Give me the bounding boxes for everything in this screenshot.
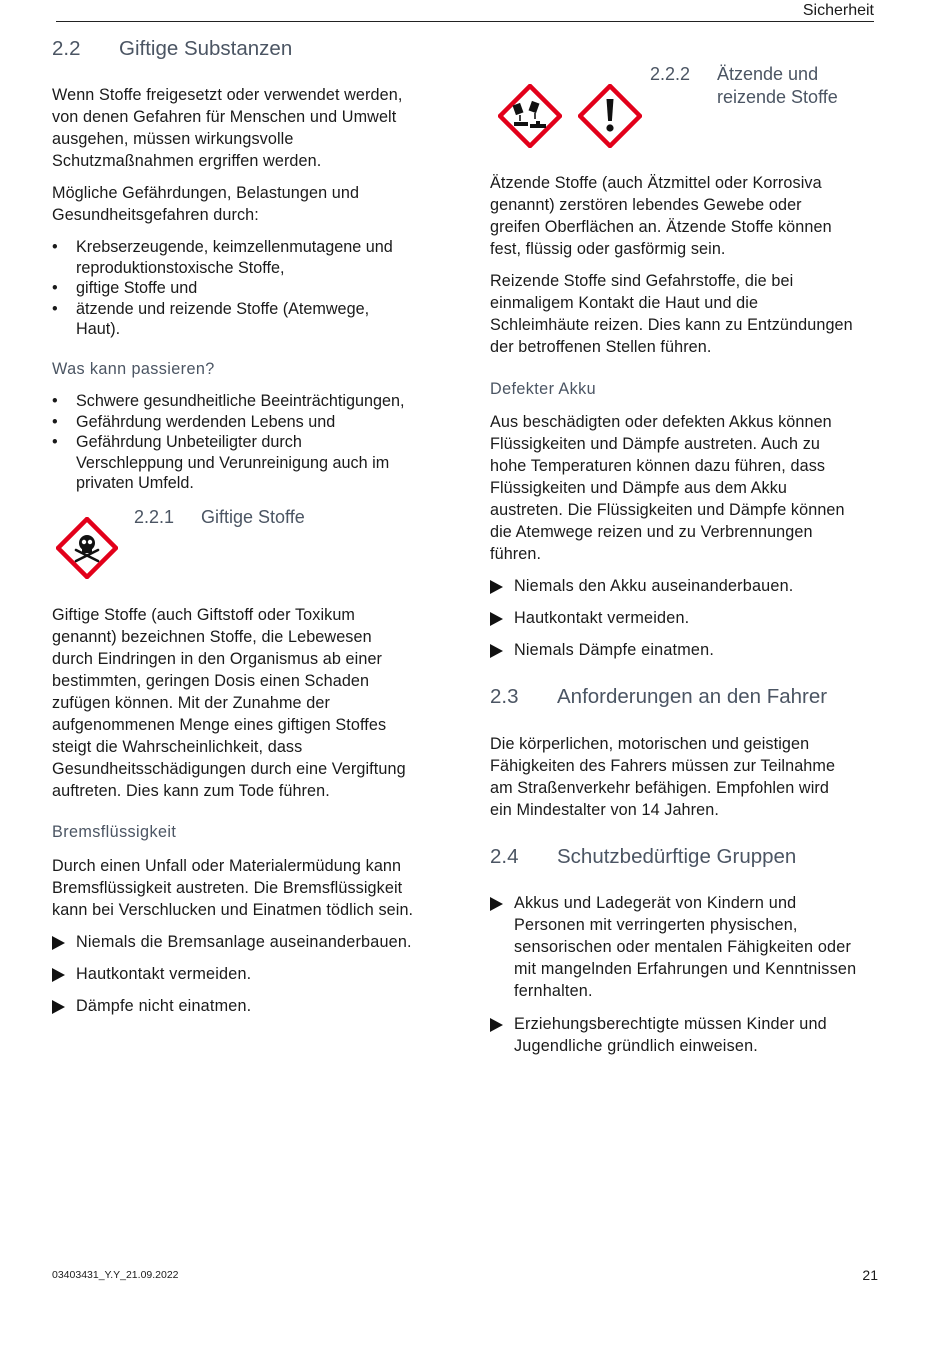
- text-line: greifen Oberflächen an. Ätzende Stoffe können: [490, 218, 832, 236]
- corrosive-paragraph: [490, 172, 832, 260]
- section-number: 2.2.2: [650, 64, 691, 84]
- section-title: Giftige Stoffe: [201, 507, 305, 527]
- list-item: • giftige Stoffe und: [52, 278, 393, 299]
- section-2-4-heading: [490, 845, 796, 869]
- text-line: am Straßenverkehr befähigen. Empfohlen wird: [490, 779, 830, 797]
- list-item: • Schwere gesundheitliche Beeinträchtigungen,: [52, 391, 404, 412]
- section-number: 2.4: [490, 845, 519, 868]
- text-line: Ätzende Stoffe (auch Ätzmittel oder Korrosiva: [490, 174, 822, 192]
- list-item: • Krebserzeugende, keimzellenmutagene und reproduktionstoxische Stoffe,: [52, 237, 393, 278]
- section-2-3-heading: [490, 685, 827, 709]
- action-item: Akkus und Ladegerät von Kindern und Personen mit verringerten physischen, sensorischen oder mentalen Fähigkeiten oder mit mangelnden Erfahrungen und Kenntnissen fernhalten.: [490, 892, 856, 1002]
- driver-requirements-paragraph: [490, 733, 835, 821]
- text-line: durch Eindringen in den Organismus ab einer: [52, 650, 383, 668]
- text-line: auftreten. Dies kann zum Tode führen.: [52, 782, 330, 800]
- corrosion-icon: [498, 84, 562, 148]
- text-line: Schleimhäute reizen. Dies kann zu Entzündungen: [490, 316, 853, 334]
- text-line: Wenn Stoffe freigesetzt oder verwendet werden,: [52, 86, 403, 104]
- text-line: Durch einen Unfall oder Materialermüdung kann: [52, 857, 402, 875]
- arrow-right-icon: [52, 968, 65, 982]
- skull-crossbones-icon: [56, 517, 118, 579]
- text-line: Mögliche Gefährdungen, Belastungen und: [52, 184, 360, 202]
- text-line: Reizende Stoffe sind Gefahrstoffe, die bei: [490, 272, 794, 290]
- arrow-right-icon: [52, 936, 65, 950]
- text-line: steigt die Wahrscheinlichkeit, dass: [52, 738, 303, 756]
- text-line: ein Mindestalter von 14 Jahren.: [490, 801, 719, 819]
- list-item: • ätzende und reizende Stoffe (Atemwege, Haut).: [52, 299, 393, 340]
- text-line: zufügen können. Mit der Zunahme der: [52, 694, 330, 712]
- text-line: Flüssigkeiten und Dämpfe aus dem Akku: [490, 479, 788, 497]
- text-line: die Atemwege reizen und zu Verbrennungen: [490, 523, 813, 541]
- irritant-paragraph: [490, 270, 853, 358]
- text-line: fest, flüssig oder gasförmig sein.: [490, 240, 726, 258]
- toxic-substances-paragraph: [52, 604, 406, 802]
- brake-fluid-paragraph: [52, 855, 413, 921]
- text-line: aufgenommenen Menge eines giftigen Stoffes: [52, 716, 387, 734]
- text-line: bestimmten, geringen Dosis einen Schaden: [52, 672, 370, 690]
- text-line: von denen Gefahren für Menschen und Umwelt: [52, 108, 397, 126]
- hazards-paragraph: [52, 182, 359, 226]
- text-line: austreten. Die Flüssigkeiten und Dämpfe können: [490, 501, 845, 519]
- section-number: 2.3: [490, 685, 519, 708]
- section-title: Schutzbedürftige Gruppen: [557, 845, 797, 868]
- text-line: hohe Temperaturen können dazu führen, dass: [490, 457, 826, 475]
- header-section-title: Sicherheit: [802, 2, 874, 19]
- text-line: Gesundheitsschädigungen durch eine Vergiftung: [52, 760, 406, 778]
- list-item: • Gefährdung Unbeteiligter durch Verschleppung und Verunreinigung auch im privaten Umfeld.: [52, 432, 404, 494]
- text-line: ausgehen, müssen wirkungsvolle: [52, 130, 294, 148]
- text-line: Flüssigkeiten und Dämpfe austreten. Auch zu: [490, 435, 821, 453]
- text-line: einmaligem Kontakt die Haut und die: [490, 294, 759, 312]
- section-2-2-heading: [52, 37, 292, 61]
- brake-fluid-heading: Bremsflüssigkeit: [52, 823, 177, 841]
- arrow-right-icon: [490, 644, 503, 658]
- list-item: • Gefährdung werdenden Lebens und: [52, 412, 404, 433]
- action-item: Erziehungsberechtigte müssen Kinder und Jugendliche gründlich einweisen.: [490, 1013, 827, 1057]
- action-item: Niemals den Akku auseinanderbauen.: [490, 575, 793, 597]
- text-line: führen.: [490, 545, 542, 563]
- intro-paragraph: [52, 84, 402, 172]
- document-code: 03403431_Y.Y_21.09.2022: [52, 1269, 179, 1281]
- text-line: der betroffenen Stellen führen.: [490, 338, 712, 356]
- arrow-right-icon: [490, 580, 503, 594]
- arrow-right-icon: [490, 612, 503, 626]
- text-line: kann bei Verschlucken und Einatmen tödlich sein.: [52, 901, 414, 919]
- section-number: 2.2: [52, 37, 81, 60]
- section-title: Anforderungen an den Fahrer: [557, 685, 828, 708]
- text-line: Giftige Stoffe (auch Giftstoff oder Toxikum: [52, 606, 356, 624]
- header-rule: [56, 21, 874, 22]
- text-line: Fähigkeiten des Fahrers müssen zur Teilnahme: [490, 757, 836, 775]
- text-line: Aus beschädigten oder defekten Akkus können: [490, 413, 832, 431]
- text-line: genannt) bezeichnen Stoffe, die Lebewesen: [52, 628, 372, 646]
- section-title: Giftige Substanzen: [119, 37, 293, 60]
- defective-battery-heading: Defekter Akku: [490, 380, 596, 398]
- arrow-right-icon: [52, 1000, 65, 1014]
- text-line: genannt) zerstören lebendes Gewebe oder: [490, 196, 802, 214]
- battery-paragraph: [490, 411, 845, 565]
- hazard-list: [52, 237, 393, 340]
- text-line: Die körperlichen, motorischen und geistigen: [490, 735, 810, 753]
- page-number: 21: [862, 1267, 878, 1283]
- consequence-list: [52, 391, 404, 494]
- section-number: 2.2.1: [134, 507, 175, 527]
- action-item: Hautkontakt vermeiden.: [52, 963, 251, 985]
- text-line: Bremsflüssigkeit austreten. Die Bremsflüssigkeit: [52, 879, 403, 897]
- arrow-right-icon: [490, 897, 503, 911]
- action-item: Niemals Dämpfe einatmen.: [490, 639, 714, 661]
- text-line: Schutzmaßnahmen ergriffen werden.: [52, 152, 322, 170]
- action-item: Dämpfe nicht einatmen.: [52, 995, 251, 1017]
- what-can-happen-heading: Was kann passieren?: [52, 360, 215, 378]
- action-item: Niemals die Bremsanlage auseinanderbauen.: [52, 931, 412, 953]
- arrow-right-icon: [490, 1018, 503, 1032]
- text-line: Gesundheitsgefahren durch:: [52, 206, 259, 224]
- exclamation-icon: [578, 84, 642, 148]
- action-item: Hautkontakt vermeiden.: [490, 607, 689, 629]
- section-title: Ätzende und reizende Stoffe: [717, 64, 838, 107]
